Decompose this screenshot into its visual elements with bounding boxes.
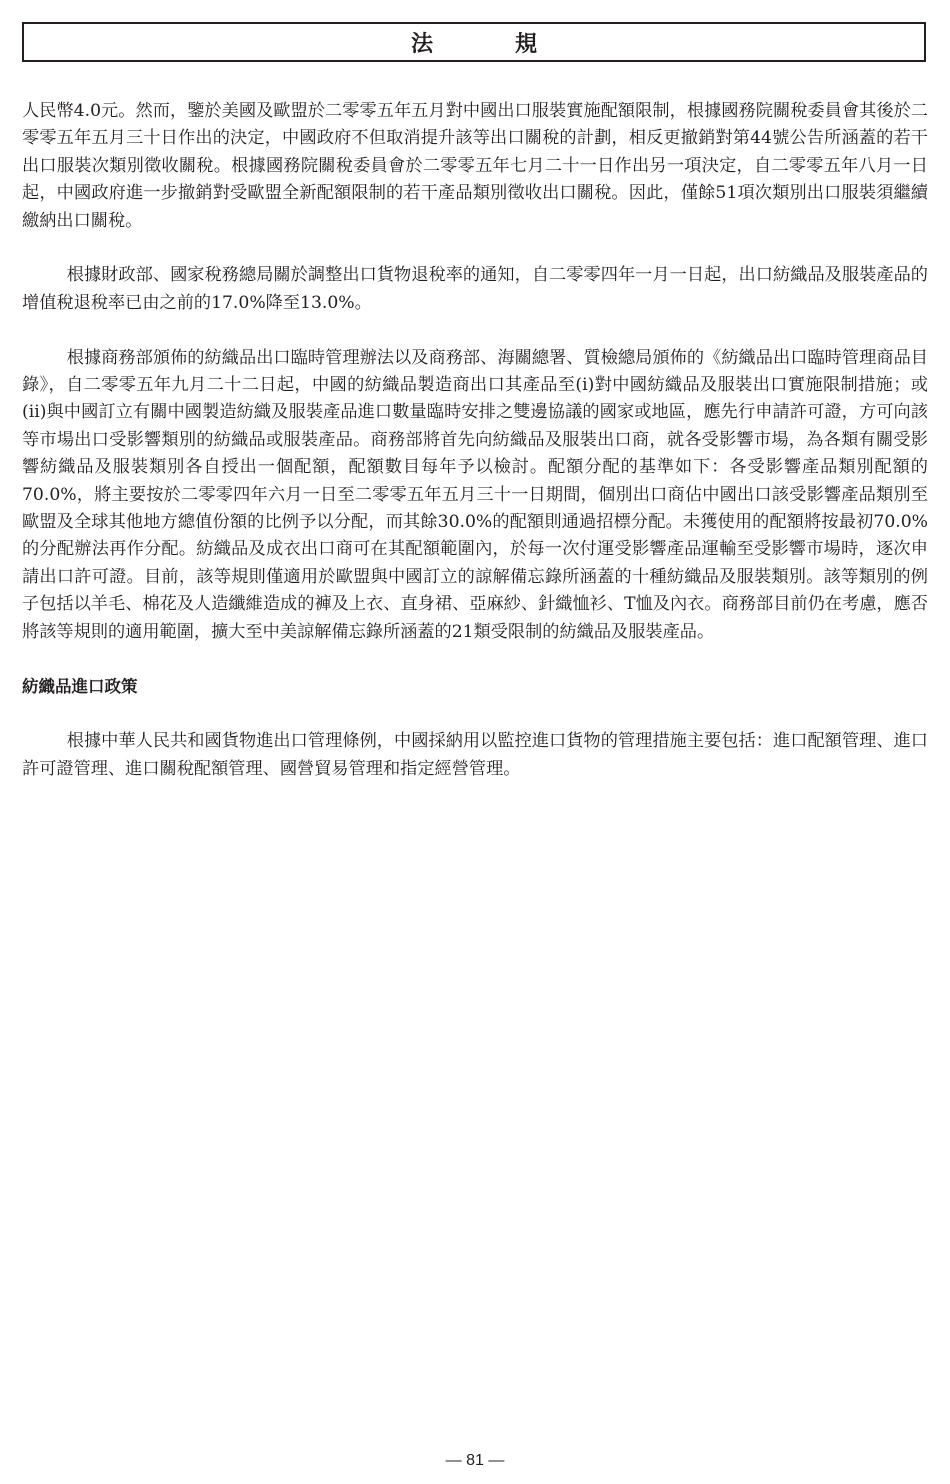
paragraph-import-measures: 根據中華人民共和國貨物進出口管理條例，中國採納用以監控進口貨物的管理措施主要包括：進口配額管理、進口許可證管理、進口關稅配額管理、國營貿易管理和指定經營管理。 bbox=[22, 731, 928, 779]
paragraph-export-duty: 人民幣4.0元。然而，鑒於美國及歐盟於二零零五年五月對中國出口服裝實施配額限制，根據國務院關稅委員會其後於二零零五年五月三十日作出的決定，中國政府不但取消提升該等出口關稅的計劃，相反更撤銷對第44號公告所涵蓋的若干出口服裝次類別徵收關稅。根據國務院關稅委員會於二零零五年七月二十一日作出另一項決定，自二零零五年八月一日起，中國政府進一步撤銷對受歐盟全新配額限制的若干產品類別徵收出口關稅。因此，僅餘51項次類別出口服裝須繼續繳納出口關稅。 bbox=[22, 101, 928, 231]
page-number: — 81 — bbox=[445, 1452, 505, 1469]
page-header-box bbox=[22, 22, 926, 62]
section-heading-import-policy: 紡織品進口政策 bbox=[22, 677, 138, 697]
page-header-title: 法 規 bbox=[410, 31, 567, 57]
paragraph-export-licensing: 根據商務部頒佈的紡織品出口臨時管理辦法以及商務部、海關總署、質檢總局頒佈的《紡織品出口臨時管理商品目錄》，自二零零五年九月二十二日起，中國的紡織品製造商出口其產品至(i)對中國紡織品及服裝出口實施限制措施；或(ii)與中國訂立有關中國製造紡織及服裝產品進口數量臨時安排之雙邊協議的國家或地區，應先行申請許可證，方可向該等市場出口受影響類別的紡織品或服裝產品。商務部將首先向紡織品及服裝出口商，就各受影響市場，為各類有關受影響紡織品及服裝類別各自授出一個配額，配額數目每年予以檢討。配額分配的基準如下：各受影響產品類別配額的70.0%，將主要按於二零零四年六月一日至二零零五年五月三十一日期間，個別出口商佔中國出口該受影響產品類別至歐盟及全球其他地方總值份額的比例予以分配，而其餘30.0%的配額則通過招標分配。未獲使用的配額將按最初70.0%的分配辦法再作分配。紡織品及成衣出口商可在其配額範圍內，於每一次付運受影響產品運輸至受影響市場時，逐次申請出口許可證。目前，該等規則僅適用於歐盟與中國訂立的諒解備忘錄所涵蓋的十種紡織品及服裝類別。該等類別的例子包括以羊毛、棉花及人造纖維造成的褲及上衣、直身裙、亞麻紗、針織恤衫、T恤及內衣。商務部目前仍在考慮，應否將該等規則的適用範圍，擴大至中美諒解備忘錄所涵蓋的21類受限制的紡織品及服裝產品。 bbox=[22, 347, 928, 642]
document-body bbox=[22, 98, 928, 810]
paragraph-vat-rebate: 根據財政部、國家稅務總局關於調整出口貨物退稅率的通知，自二零零四年一月一日起，出口紡織品及服裝產品的增值稅退稅率已由之前的17.0%降至13.0%。 bbox=[22, 265, 928, 313]
